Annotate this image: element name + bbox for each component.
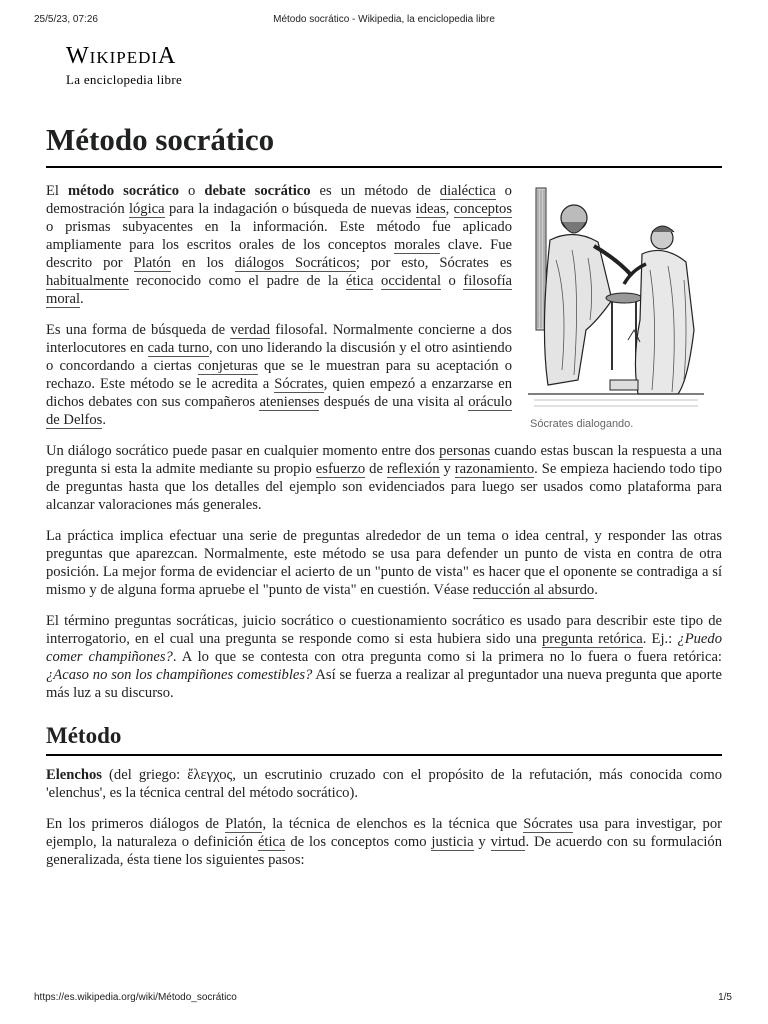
link-personas[interactable]: personas bbox=[439, 443, 491, 459]
paragraph-7: En los primeros diálogos de Platón, la técnica de elenchos es la técnica que Sócrates usa para investigar, por ejemplo, la naturaleza o definición ética de los conceptos como justicia y virtud. De acuerdo con su formulación generalizada, ésta tiene los siguientes pasos: bbox=[46, 816, 722, 868]
paragraph-4: La práctica implica efectuar una serie de preguntas alrededor de un tema o idea central, y responder las otras preguntas que aparezcan. Normalmente, este método se usa para defender un punto de vista en contra de otra posición. La mejor forma de evidenciar el acierto de un "punto de vista" es hacer que el oponente se contradiga a sí mismo y de alguna forma apruebe el "punto de vista" en cuestión. Véase reducción al absurdo. bbox=[46, 528, 722, 598]
link-oraculo-de-delfos[interactable]: oráculo de Delfos bbox=[46, 394, 513, 428]
link-dialogos-socraticos[interactable]: diálogos Socráticos bbox=[234, 255, 356, 271]
print-url: https://es.wikipedia.org/wiki/Método_socrático bbox=[34, 992, 237, 1003]
print-page-number: 1/5 bbox=[718, 992, 732, 1003]
paragraph-elenchos: Elenchos (del griego: ἔλεγχος, un escrutinio cruzado con el propósito de la refutación, más conocida como 'elenchus', es la técnica central del método socrático). bbox=[46, 767, 722, 801]
link-cada-turno[interactable]: cada turno bbox=[147, 340, 209, 356]
print-timestamp: 25/5/23, 07:26 bbox=[34, 14, 98, 25]
link-platon-2[interactable]: Platón bbox=[225, 816, 263, 832]
link-virtud[interactable]: virtud bbox=[490, 834, 526, 850]
wikipedia-logo[interactable] bbox=[66, 44, 182, 88]
wikipedia-wordmark: WIKIPEDIA bbox=[66, 43, 177, 69]
link-esfuerzo[interactable]: esfuerzo bbox=[315, 461, 366, 477]
article-figure bbox=[528, 180, 722, 430]
article-content bbox=[46, 118, 722, 882]
link-justicia[interactable]: justicia bbox=[431, 834, 474, 850]
link-habitualmente[interactable]: habitualmente bbox=[46, 273, 129, 289]
link-conceptos[interactable]: conceptos bbox=[453, 201, 512, 217]
link-conjeturas[interactable]: conjeturas bbox=[197, 358, 258, 374]
wikipedia-tagline: La enciclopedia libre bbox=[66, 72, 183, 87]
link-etica[interactable]: ética bbox=[345, 273, 374, 289]
link-socrates-2[interactable]: Sócrates bbox=[523, 816, 573, 832]
link-platon[interactable]: Platón bbox=[133, 255, 171, 271]
paragraph-3: Un diálogo socrático puede pasar en cualquier momento entre dos personas cuando estas buscan la respuesta a una pregunta si esta la admite mediante su propio esfuerzo de reflexión y razonamiento. Se empieza haciendo todo tipo de preguntas hasta que los detalles del ejemplo son evidenciados para luego ser usados como plataforma para alcanzar valoraciones más generales. bbox=[46, 443, 723, 513]
paragraph-5: El término preguntas socráticas, juicio socrático o cuestionamiento socrático es usado para describir este tipo de interrogatorio, en el cual una pregunta se responde como si esta hubiera sido una pregunta retórica. Ej.: ¿Puedo comer champiñones?. A lo que se contesta con otra pregunta como si la primera no lo fuera o fuera retórica: ¿Acaso no son los champiñones comestibles? Así se fuerza a realizar al preguntador una nueva pregunta que aporte más luz a su discurso. bbox=[46, 613, 723, 701]
link-occidental[interactable]: occidental bbox=[381, 273, 441, 289]
link-atenienses[interactable]: atenienses bbox=[259, 394, 320, 410]
link-verdad[interactable]: verdad bbox=[230, 322, 271, 338]
link-razonamiento[interactable]: razonamiento bbox=[454, 461, 535, 477]
section-heading-metodo: Método bbox=[46, 720, 722, 756]
link-reduccion-al-absurdo[interactable]: reducción al absurdo bbox=[472, 582, 595, 598]
print-page-title: Método socrático - Wikipedia, la enciclopedia libre bbox=[273, 14, 495, 25]
link-logica[interactable]: lógica bbox=[128, 201, 165, 217]
link-dialectica[interactable]: dialéctica bbox=[439, 183, 496, 199]
link-socrates[interactable]: Sócrates bbox=[274, 376, 324, 392]
page-title: Método socrático bbox=[46, 118, 722, 168]
link-etica-2[interactable]: ética bbox=[257, 834, 286, 850]
link-ideas[interactable]: ideas bbox=[415, 201, 446, 217]
link-reflexion[interactable]: reflexión bbox=[386, 461, 440, 477]
paragraph-intro: El método socrático o debate socrático es un método de dialéctica o demostración lógica para la indagación o búsqueda de nuevas ideas, conceptos o prismas subyacentes en la información. Este método fue aplicado ampliamente para los escritos orales de los conceptos morales clave. Fue descrito por Platón en los diálogos Socráticos; por esto, Sócrates es habitualmente reconocido como el padre de la ética occidental o filosofía moral. bbox=[46, 183, 513, 307]
link-morales[interactable]: morales bbox=[393, 237, 441, 253]
link-pregunta-retorica[interactable]: pregunta retórica bbox=[541, 631, 643, 647]
socrates-illustration[interactable] bbox=[528, 180, 704, 412]
figure-caption: Sócrates dialogando. bbox=[530, 418, 634, 430]
link-filosofia-moral[interactable]: filosofía moral bbox=[46, 273, 513, 307]
paragraph-2: Es una forma de búsqueda de verdad filosofal. Normalmente concierne a dos interlocutores en cada turno, con uno liderando la discusión y el otro asintiendo o concordando a ciertas conjeturas que se le muestran para su aceptación o rechazo. Este método se le acredita a Sócrates, quien empezó a enzarzarse en dichos debates con sus compañeros atenienses después de una visita al oráculo de Delfos. bbox=[46, 322, 513, 428]
